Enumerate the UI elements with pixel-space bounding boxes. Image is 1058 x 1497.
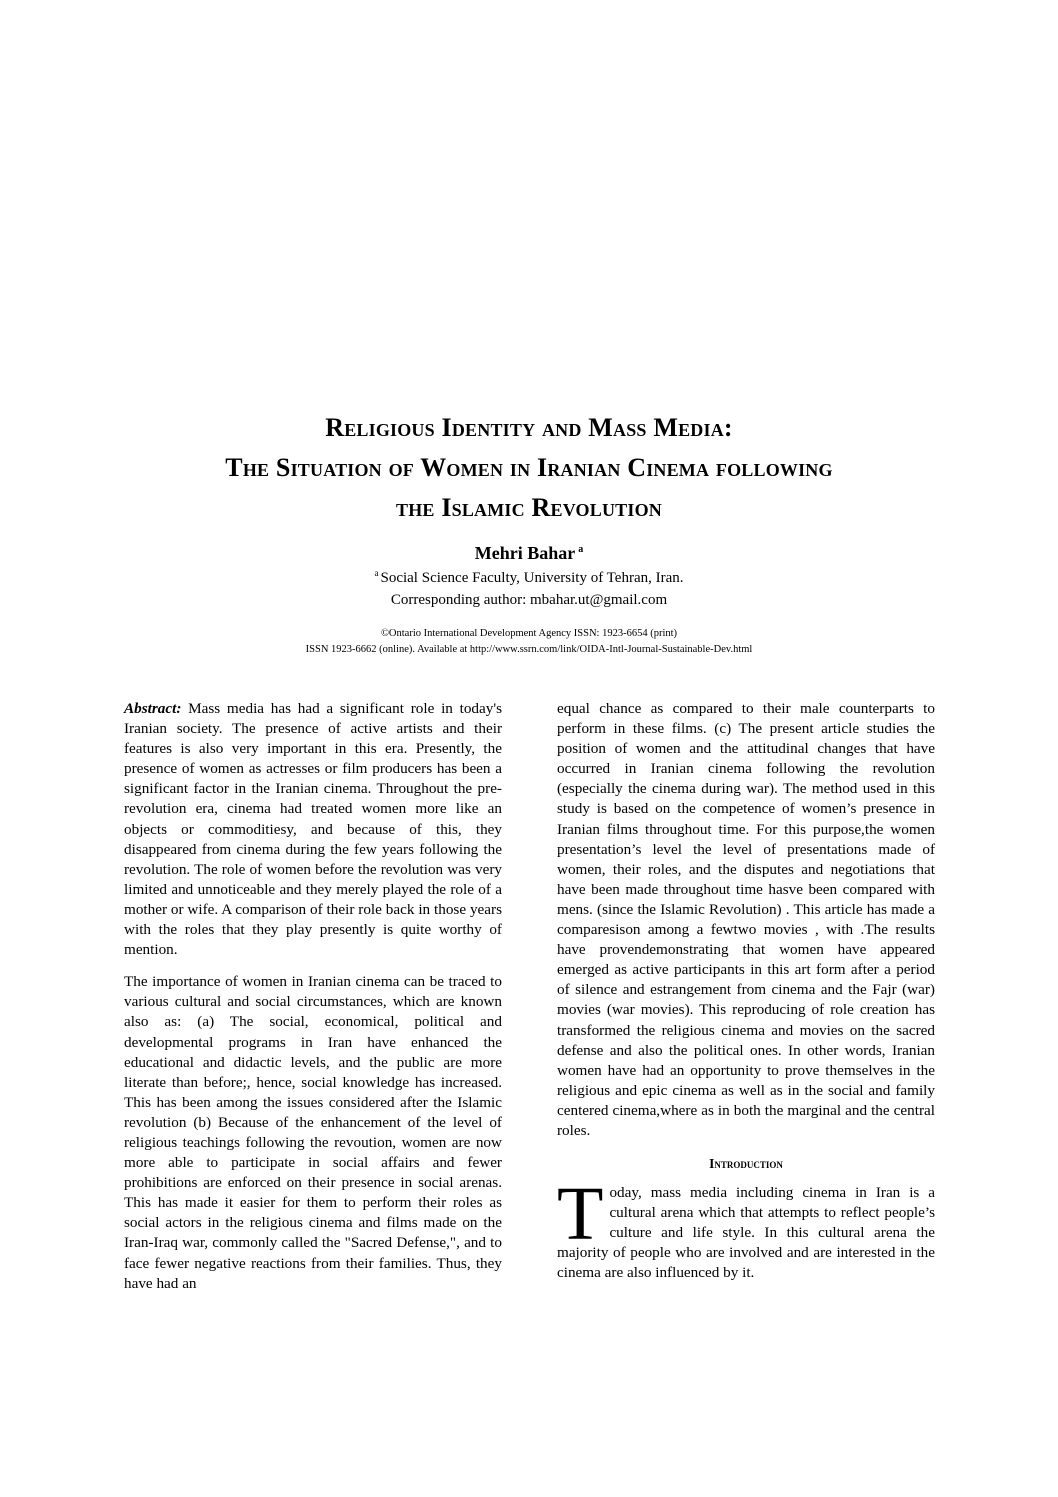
- abstract-paragraph-1: [124, 699, 502, 960]
- publication-info: [100, 626, 958, 658]
- abstract-paragraph-2-continued: equal chance as compared to their male counterparts to perform in these films. (c) The present article studies the position of women and the attitudinal changes that have occurred in Iranian cinema following the revolution (especially the cinema during war). The method used in this study is based on the competence of women’s presence in Iranian films throughout time. For this purpose,the women presentation’s level the level of presentations made of women, their roles, and the disputes and negotiations that have been made throughout time hasve been compared with mens. (since the Islamic Revolution) . This article has made a comparesison among a fewtwo movies , with .The results have provendemonstrating that women have appeared emerged as active participants in this art form after a period of silence and estrangement from cinema and the Fajr (war) movies (war movies). This reproducing of role creation has transformed the religious cinema and movies on the sacred defense and also the political ones. In other words, Iranian women have had an opportunity to prove themselves in the religious and epic cinema as well as in the social and family centered cinema,where as in both the marginal and the central roles.: [557, 700, 935, 1139]
- publication-line-1: ©Ontario International Development Agency ISSN: 1923-6654 (print): [380, 628, 678, 639]
- abstract-p1-text: Mass media has had a significant role in today's Iranian society. The presence of active artists and their features is also very important in this era. Presently, the presence of women as actresses or film producers has been a significant factor in the Iranian cinema. Throughout the pre-revolution era, cinema had treated women more like an objects or commoditiesy, and because of this, they disappeared from cinema during the few years following the revolution. The role of women before the revolution was very limited and unnoticeable and they merely played the role of a mother or wife. A comparison of their role back in those years with the roles that they play presently is quite worthy of mention.: [124, 700, 502, 959]
- author-name: [100, 539, 958, 564]
- paper-title: [100, 408, 958, 528]
- author-name-text: Mehri Bahar: [474, 543, 576, 563]
- right-column: [557, 699, 935, 1296]
- title-line-1: Religious Identity and Mass Media:: [325, 413, 733, 442]
- title-line-3: the Islamic Revolution: [396, 493, 662, 522]
- affiliation-line: [100, 562, 958, 589]
- title-line-2: The Situation of Women in Iranian Cinema following: [225, 453, 833, 482]
- introduction-text: oday, mass media including cinema in Iran is a cultural arena which that attempts to reflect people’s culture and life style. In this cultural arena the majority of people who are involved and are interested in the cinema are also influenced by it.: [557, 1184, 935, 1282]
- author-mark: a: [578, 544, 584, 555]
- dropcap-letter: T: [557, 1172, 604, 1257]
- abstract-paragraph-2: The importance of women in Iranian cinema can be traced to various cultural and social circumstances, which are known also as: (a) The social, economical, political and developmental programs in Iran have enhanced the educational and didactic levels, and the public are more literate than before;, hence, social knowledge has increased. This has been among the issues considered after the Islamic revolution (b) Because of the enhancement of the level of religious teachings following the revoution, women are now more able to participate in social affairs and fewer prohibitions are enforced on their presence in social arenas. This has made it easier for them to perform their roles as social actors in the religious cinema and films made on the Iran-Iraq war, commonly called the "Sacred Defense,", and to face fewer negative reactions from their families. Thus, they have had an: [124, 973, 502, 1292]
- introduction-paragraph: [557, 1172, 935, 1283]
- left-column: [124, 699, 502, 1306]
- corresponding-author: Corresponding author: mbahar.ut@gmail.com: [390, 592, 668, 608]
- affiliation-mark: a: [374, 568, 379, 578]
- abstract-label: Abstract:: [124, 700, 182, 717]
- introduction-heading: Introduction: [709, 1156, 783, 1172]
- affiliation-text: Social Science Faculty, University of Tehran, Iran.: [380, 570, 684, 586]
- author-affiliation: [100, 562, 958, 611]
- publication-line-2: ISSN 1923-6662 (online). Available at http://www.ssrn.com/link/OIDA-Intl-Journal-Sustainable-Dev.html: [305, 644, 753, 655]
